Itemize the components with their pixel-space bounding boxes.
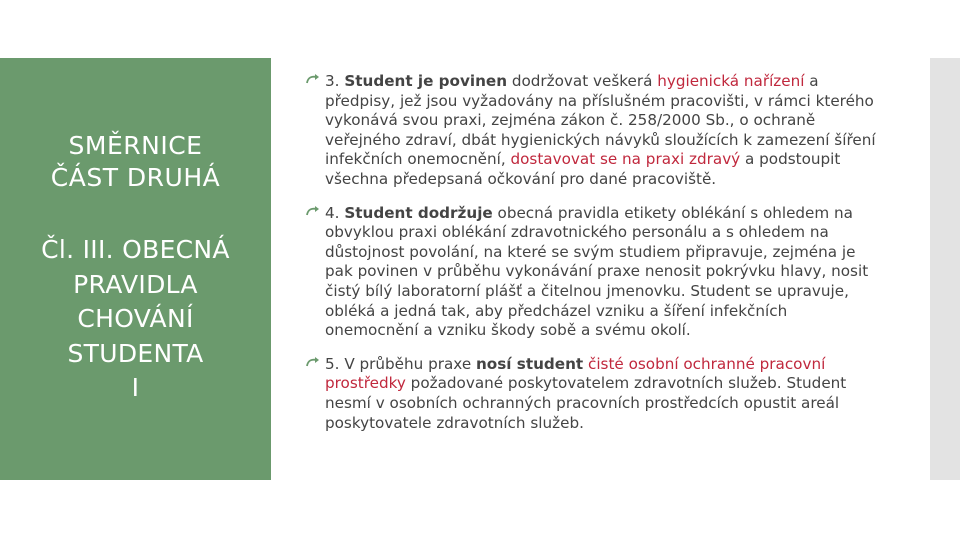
highlighted-text: dostavovat se na praxi zdravý bbox=[510, 150, 741, 169]
rule-text: dodržovat veškerá bbox=[507, 72, 658, 90]
rules-list bbox=[304, 72, 879, 447]
article-title bbox=[0, 233, 271, 406]
highlighted-text: hygienická nařízení bbox=[657, 72, 805, 90]
rule-text: obecná pravidla etikety oblékání s ohledem na obvyklou praxi oblékání zdravotnického personálu a s ohledem na důstojnost povolání, na které se svým studiem připravuje, zejména je pak povinen v průběhu vykonávání praxe nenosit pokrývku hlavy, nosit čistý bílý laboratorní plášť a čitelnou jmenovku. Student se upravuje, obléká a jedná tak, aby předcházel vzniku a šíření infekčních onemocnění a vzniku škody sobě a svému okolí. bbox=[325, 203, 869, 340]
article-title-line: Čl. III. OBECNÁ bbox=[41, 235, 230, 264]
bold-text: Student je povinen bbox=[344, 72, 508, 90]
rule-text: 4. bbox=[325, 203, 345, 222]
bold-text: Student dodržuje bbox=[344, 203, 493, 222]
rule-item bbox=[304, 355, 879, 433]
rule-text: 3. bbox=[325, 72, 345, 90]
article-title-line: STUDENTA bbox=[67, 338, 204, 368]
curved-arrow-bullet-icon bbox=[306, 355, 320, 375]
article-title-line: I bbox=[131, 373, 140, 402]
article-title-line: CHOVÁNÍ bbox=[77, 304, 194, 333]
article-title-line: PRAVIDLA bbox=[73, 269, 198, 299]
curved-arrow-bullet-icon bbox=[306, 204, 320, 224]
rule-item bbox=[304, 204, 879, 341]
rule-text: a předpisy, jež jsou vyžadovány na příslušném pracovišti, v rámci kterého vykonává svou praxi, zejména zákon č. 258/2000 Sb., o ochraně veřejného zdraví, dbát hygienických návyků sloužících k zamezení šíření infekčních onemocnění, bbox=[325, 72, 876, 169]
section-title-text: SMĚRNICE ČÁST DRUHÁ bbox=[50, 131, 221, 192]
highlighted-text: čisté osobní ochranné pracovní prostředky bbox=[325, 354, 826, 393]
rule-text: 5. V průběhu praxe bbox=[325, 354, 476, 373]
scroll-strip bbox=[930, 58, 960, 480]
section-title bbox=[0, 130, 271, 194]
rule-text: požadované poskytovatelem zdravotních služeb. Student nesmí v osobních ochranných pracovních prostředcích opustit areál poskytovatele zdravotních služeb. bbox=[325, 374, 847, 432]
rule-item bbox=[304, 72, 879, 190]
bold-text: nosí student bbox=[476, 354, 584, 373]
rule-text: a podstoupit všechna předepsaná očkování pro dané pracoviště. bbox=[325, 150, 841, 188]
curved-arrow-bullet-icon bbox=[306, 72, 320, 92]
